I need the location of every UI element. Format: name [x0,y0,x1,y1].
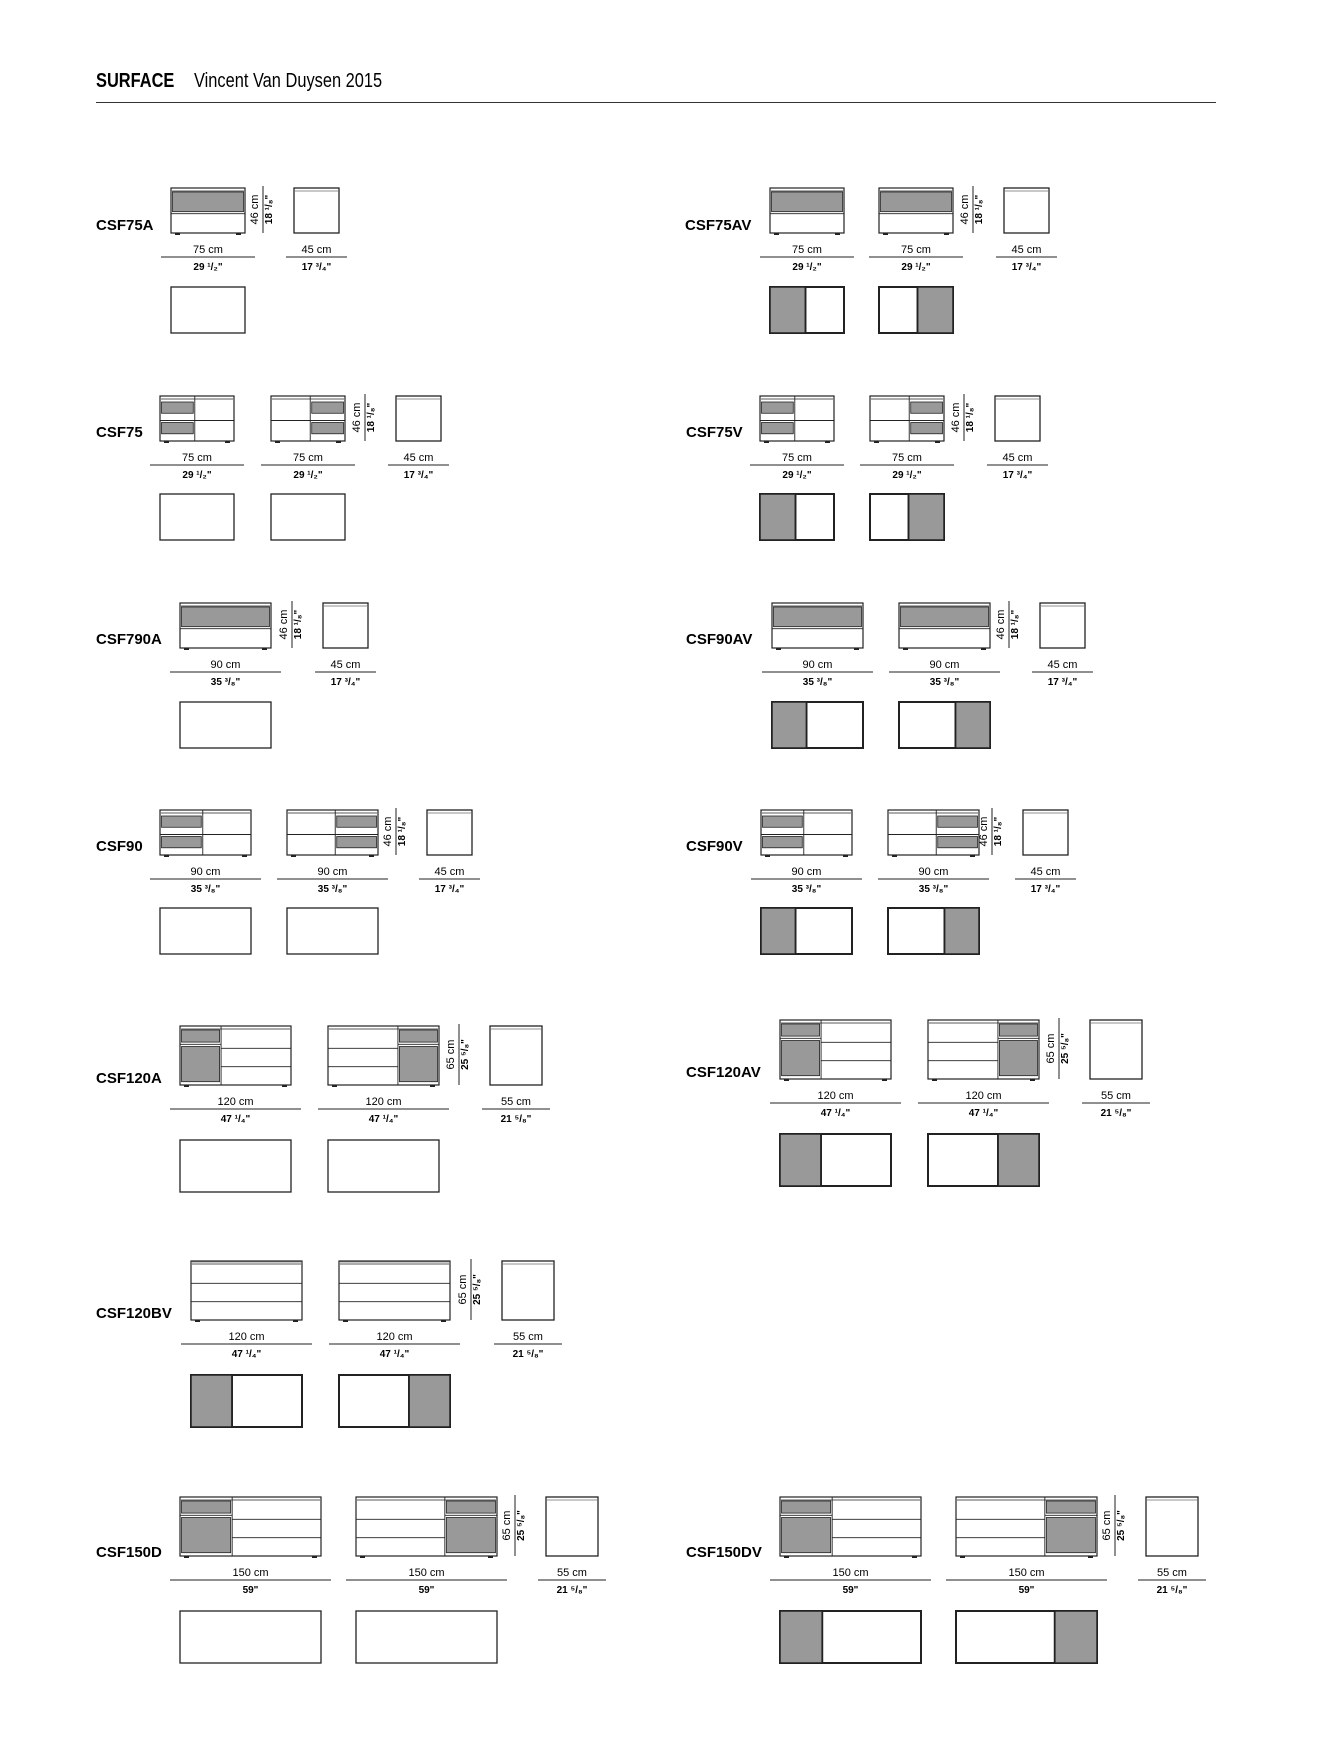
width-cm-label: 45 cm [1002,452,1033,464]
foot [835,233,840,235]
width-cm-label: 90 cm [791,866,822,878]
side-elevation-outline [1023,810,1068,855]
foot [932,1079,937,1081]
top-view-outline [180,702,271,748]
height-cm-label: 65 cm [1045,1033,1057,1064]
side-elevation-outline [995,396,1040,441]
height-cm-label: 65 cm [501,1510,513,1541]
drawer-fill [762,423,794,434]
foot [765,855,770,857]
width-cm-label: 45 cm [434,866,465,878]
width-cm-label: 90 cm [918,866,949,878]
side-elevation-outline [1004,188,1049,233]
top-panel-fill [917,287,953,333]
foot [825,441,830,443]
width-cm-label: 55 cm [501,1096,531,1108]
width-inch-label: 59" [242,1585,259,1596]
door-fill [399,1047,437,1082]
drawer-fill [782,1501,831,1513]
width-cm-label: 90 cm [190,866,221,878]
width-cm-label: 90 cm [802,659,833,671]
drawer-fill [182,1501,231,1513]
width-inch-label: 47 ¹/₄" [968,1108,999,1119]
door-fill [182,1047,220,1082]
foot [242,855,247,857]
collection-name: SURFACE [96,70,175,92]
foot [175,233,180,235]
foot [343,1320,348,1322]
width-inch-label: 17 ³/₄" [1047,677,1078,688]
flap-panel [774,607,862,627]
top-panel-fill [761,908,796,954]
foot [892,855,897,857]
foot [184,1085,189,1087]
foot [369,855,374,857]
height-cm-label: 46 cm [382,816,394,847]
product-block-csf150d [96,1495,606,1663]
foot [164,441,169,443]
height-inch-label: 25 ⁵/₈" [1060,1033,1071,1064]
foot [874,441,879,443]
product-block-csf90av [686,601,1093,748]
door-fill [999,1041,1037,1076]
height-inch-label: 25 ⁵/₈" [1116,1510,1127,1541]
drawer-fill [999,1024,1037,1036]
foot [184,648,189,650]
height-inch-label: 18 ¹/₈" [293,609,304,640]
product-block-csf90 [96,808,480,954]
width-inch-label: 29 ¹/₂" [901,262,931,273]
top-panel-fill [955,702,990,748]
product-block-csf120av [686,1018,1150,1186]
top-view-outline [160,908,251,954]
foot [764,441,769,443]
height-cm-label: 46 cm [978,816,990,847]
width-inch-label: 29 ¹/₂" [293,470,323,481]
width-inch-label: 29 ¹/₂" [792,262,822,273]
height-inch-label: 25 ⁵/₈" [472,1274,483,1305]
product-code: CSF75A [96,217,154,234]
width-cm-label: 75 cm [193,244,223,256]
top-panel-fill [944,908,979,954]
product-block-csf75a [96,186,347,333]
height-cm-label: 65 cm [457,1274,469,1305]
foot [336,441,341,443]
width-inch-label: 17 ³/₄" [1002,470,1033,481]
width-cm-label: 75 cm [293,452,323,464]
drawer-fill [182,1030,220,1042]
width-inch-label: 21 ⁵/₈" [1156,1585,1188,1596]
width-inch-label: 17 ³/₄" [330,677,361,688]
product-code: CSF120BV [96,1305,172,1322]
top-view-outline [287,908,378,954]
width-cm-label: 150 cm [232,1567,269,1579]
width-cm-label: 75 cm [782,452,812,464]
width-inch-label: 59" [842,1585,859,1596]
foot [332,1085,337,1087]
product-block-csf790a [96,601,376,748]
width-cm-label: 45 cm [301,244,332,256]
product-block-csf75av [685,186,1057,333]
width-inch-label: 35 ³/₈" [802,677,833,688]
foot [195,1320,200,1322]
drawer-fill [162,423,194,434]
drawer-fill [938,837,978,848]
side-elevation-outline [294,188,339,233]
product-block-csf120a [96,1024,550,1192]
product-code: CSF120AV [686,1064,761,1081]
foot [912,1556,917,1558]
width-cm-label: 120 cm [365,1096,402,1108]
foot [903,648,908,650]
width-inch-label: 17 ³/₄" [301,262,332,273]
width-cm-label: 45 cm [330,659,361,671]
width-cm-label: 120 cm [817,1090,854,1102]
top-panel-fill [780,1134,821,1186]
product-code: CSF75AV [685,217,752,234]
side-elevation-outline [490,1026,542,1085]
side-elevation-outline [502,1261,554,1320]
width-cm-label: 150 cm [1008,1567,1045,1579]
foot [882,1079,887,1081]
foot [275,441,280,443]
drawer-fill [337,816,377,827]
drawer-fill [762,402,794,413]
width-cm-label: 45 cm [1030,866,1061,878]
height-inch-label: 18 ¹/₈" [993,816,1004,847]
designer-year: Vincent Van Duysen 2015 [194,70,383,92]
foot [225,441,230,443]
width-inch-label: 21 ⁵/₈" [556,1585,588,1596]
foot [164,855,169,857]
foot [854,648,859,650]
foot [883,233,888,235]
width-cm-label: 75 cm [901,244,931,256]
top-panel-fill [780,1611,822,1663]
drawer-fill [162,402,194,413]
width-cm-label: 90 cm [317,866,348,878]
width-inch-label: 29 ¹/₂" [892,470,922,481]
top-panel-fill [1055,1611,1097,1663]
top-view-outline [160,494,234,540]
width-cm-label: 55 cm [1157,1567,1187,1579]
width-inch-label: 29 ¹/₂" [782,470,812,481]
foot [312,1556,317,1558]
side-elevation-outline [546,1497,598,1556]
top-view-outline [356,1611,497,1663]
foot [944,233,949,235]
width-cm-label: 120 cm [965,1090,1002,1102]
product-code: CSF75 [96,424,143,441]
width-inch-label: 35 ³/₈" [918,884,949,895]
height-cm-label: 65 cm [1101,1510,1113,1541]
foot [236,233,241,235]
flap-panel [901,607,989,627]
top-panel-fill [908,494,944,540]
product-code: CSF75V [686,424,743,441]
foot [360,1556,365,1558]
width-cm-label: 150 cm [408,1567,445,1579]
width-cm-label: 75 cm [792,244,822,256]
product-block-csf120bv [96,1259,562,1427]
height-cm-label: 65 cm [445,1039,457,1070]
product-block-csf90v [686,808,1076,954]
width-inch-label: 29 ¹/₂" [193,262,223,273]
side-elevation-outline [396,396,441,441]
width-inch-label: 59" [418,1585,435,1596]
width-cm-label: 45 cm [1011,244,1042,256]
drawer-fill [911,402,943,413]
side-elevation-outline [1146,1497,1198,1556]
product-code: CSF790A [96,631,162,648]
width-inch-label: 47 ¹/₄" [231,1349,262,1360]
top-view-outline [171,287,245,333]
width-inch-label: 29 ¹/₂" [182,470,212,481]
drawer-fill [446,1501,495,1513]
foot [843,855,848,857]
height-cm-label: 46 cm [278,609,290,640]
product-block-csf75v [686,394,1048,540]
width-cm-label: 120 cm [217,1096,254,1108]
flap-panel [772,192,843,212]
drawer-fill [162,816,202,827]
width-inch-label: 35 ³/₈" [190,884,221,895]
height-inch-label: 18 ¹/₈" [264,194,275,225]
door-fill [182,1518,231,1553]
width-cm-label: 55 cm [1101,1090,1131,1102]
foot [784,1079,789,1081]
width-cm-label: 75 cm [182,452,212,464]
foot [776,648,781,650]
product-code: CSF150D [96,1544,162,1561]
foot [282,1085,287,1087]
width-cm-label: 90 cm [929,659,960,671]
width-inch-label: 17 ³/₄" [434,884,465,895]
foot [1088,1556,1093,1558]
top-view-outline [180,1140,291,1192]
width-cm-label: 55 cm [557,1567,587,1579]
height-cm-label: 46 cm [351,402,363,433]
height-cm-label: 46 cm [959,194,971,225]
drawer-fill [763,816,803,827]
product-code: CSF120A [96,1070,162,1087]
drawer-fill [911,423,943,434]
drawer-fill [763,837,803,848]
width-cm-label: 120 cm [228,1331,265,1343]
door-fill [782,1518,831,1553]
width-cm-label: 45 cm [403,452,434,464]
foot [184,1556,189,1558]
foot [262,648,267,650]
foot [291,855,296,857]
width-inch-label: 17 ³/₄" [403,470,434,481]
top-panel-fill [998,1134,1039,1186]
drawer-fill [337,837,377,848]
drawer-fill [938,816,978,827]
door-fill [782,1041,820,1076]
drawer-fill [312,423,344,434]
height-inch-label: 18 ¹/₈" [965,402,976,433]
width-inch-label: 35 ³/₈" [210,677,241,688]
product-block-csf75 [96,394,449,540]
width-inch-label: 47 ¹/₄" [820,1108,851,1119]
drawer-fill [1046,1501,1095,1513]
top-panel-fill [770,287,806,333]
width-cm-label: 90 cm [210,659,241,671]
width-inch-label: 17 ³/₄" [1030,884,1061,895]
top-panel-fill [760,494,796,540]
product-block-csf150dv [686,1495,1206,1663]
width-inch-label: 17 ³/₄" [1011,262,1042,273]
width-inch-label: 21 ⁵/₈" [512,1349,544,1360]
top-panel-fill [772,702,807,748]
side-elevation-outline [1040,603,1085,648]
top-view-outline [328,1140,439,1192]
foot [784,1556,789,1558]
width-cm-label: 75 cm [892,452,922,464]
height-cm-label: 46 cm [950,402,962,433]
height-inch-label: 18 ¹/₈" [366,402,377,433]
height-cm-label: 46 cm [249,194,261,225]
flap-panel [182,607,270,627]
height-inch-label: 18 ¹/₈" [974,194,985,225]
width-inch-label: 21 ⁵/₈" [1100,1108,1132,1119]
width-inch-label: 47 ¹/₄" [368,1114,399,1125]
side-elevation-outline [1090,1020,1142,1079]
width-inch-label: 35 ³/₈" [791,884,822,895]
front-elevation-outline [191,1261,302,1320]
top-panel-fill [191,1375,232,1427]
front-elevation-outline [339,1261,450,1320]
drawer-fill [162,837,202,848]
foot [935,441,940,443]
height-inch-label: 18 ¹/₈" [1010,609,1021,640]
product-code: CSF150DV [686,1544,762,1561]
width-cm-label: 120 cm [376,1331,413,1343]
width-cm-label: 150 cm [832,1567,869,1579]
top-view-outline [271,494,345,540]
foot [441,1320,446,1322]
drawer-fill [399,1030,437,1042]
drawer-fill [782,1024,820,1036]
flap-panel [173,192,244,212]
foot [774,233,779,235]
height-inch-label: 25 ⁵/₈" [516,1510,527,1541]
width-inch-label: 21 ⁵/₈" [500,1114,532,1125]
side-elevation-outline [427,810,472,855]
flap-panel [881,192,952,212]
width-cm-label: 55 cm [513,1331,543,1343]
width-inch-label: 59" [1018,1585,1035,1596]
product-code: CSF90V [686,838,743,855]
width-inch-label: 35 ³/₈" [929,677,960,688]
door-fill [1046,1518,1095,1553]
foot [293,1320,298,1322]
foot [970,855,975,857]
top-panel-fill [409,1375,450,1427]
width-inch-label: 35 ³/₈" [317,884,348,895]
foot [981,648,986,650]
foot [488,1556,493,1558]
product-code: CSF90AV [686,631,753,648]
foot [960,1556,965,1558]
height-inch-label: 18 ¹/₈" [397,816,408,847]
foot [1030,1079,1035,1081]
width-cm-label: 45 cm [1047,659,1078,671]
width-inch-label: 47 ¹/₄" [220,1114,251,1125]
drawer-fill [312,402,344,413]
height-cm-label: 46 cm [995,609,1007,640]
height-inch-label: 25 ⁵/₈" [460,1039,471,1070]
product-code: CSF90 [96,838,143,855]
side-elevation-outline [323,603,368,648]
width-inch-label: 47 ¹/₄" [379,1349,410,1360]
door-fill [446,1518,495,1553]
top-view-outline [180,1611,321,1663]
foot [430,1085,435,1087]
